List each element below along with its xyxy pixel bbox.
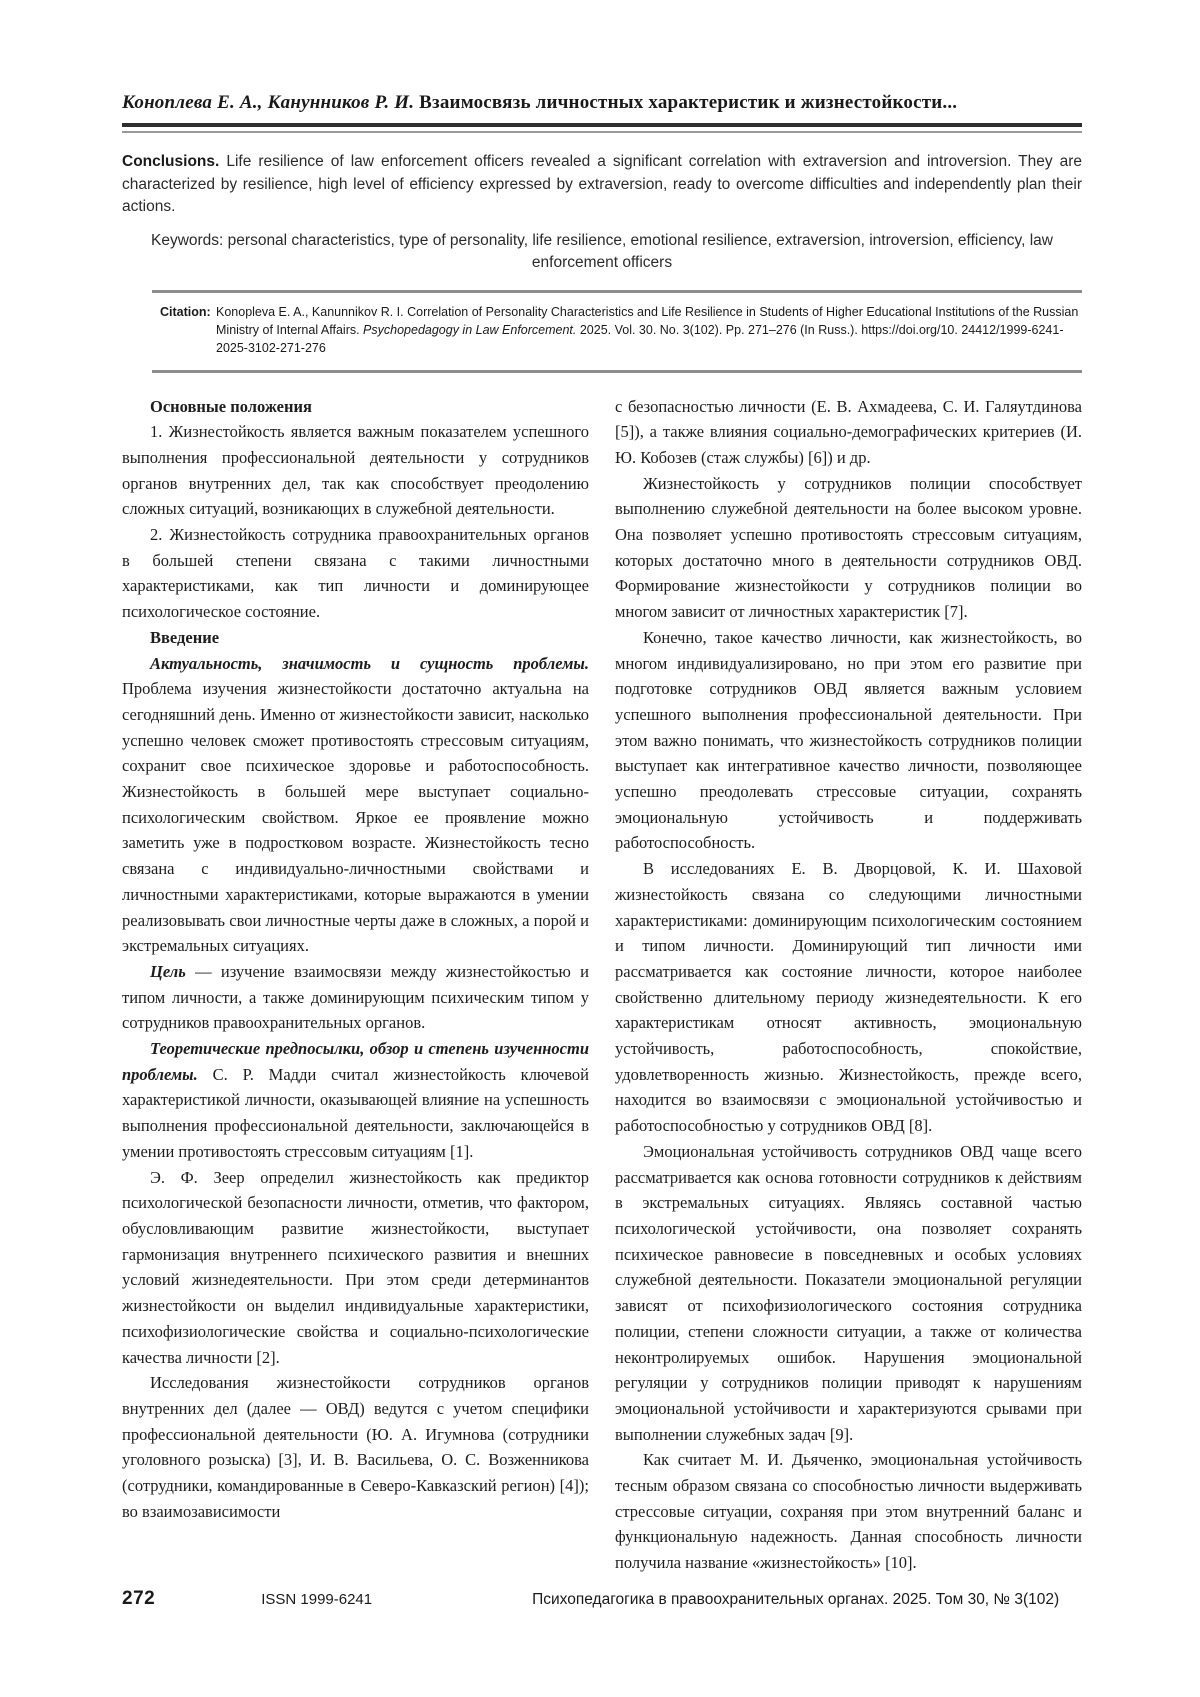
citation-label: Citation: — [160, 304, 211, 319]
page-footer — [122, 1588, 1082, 1610]
running-head-authors: Коноплева Е. А., Канунников Р. И. — [122, 92, 415, 113]
paragraph: 2. Жизнестойкость сотрудника правоохранительных органов в большей степени связана с такими личностными характеристиками, как тип личности и доминирующее психологическое состояние. — [122, 525, 589, 622]
paragraph-lead: Теоретические предпосылки, обзор и степень изученности проблемы. — [122, 1039, 589, 1084]
paragraph-text: С. Р. Мадди считал жизнестойкость ключевой характеристикой личности, оказывающей влияние на успешность выполнения профессиональной деятельности, заключающейся в умении противостоять стрессовым ситуациям [1]. — [122, 1064, 589, 1161]
article-body — [122, 394, 1082, 1576]
paragraph: 1. Жизнестойкость является важным показателем успешного выполнения профессиональной деятельности у сотрудников органов внутренних дел, так как способствует преодолению сложных ситуаций, возникающих в служебной деятельности. — [122, 422, 589, 519]
citation-text — [216, 303, 1080, 357]
issn-label: ISSN 1999-6241 — [261, 1591, 373, 1608]
paragraph — [122, 959, 589, 1036]
left-column — [122, 394, 589, 1576]
section-heading: Основные положения — [150, 396, 312, 416]
paragraph: Э. Ф. Зеер определил жизнестойкость как предиктор психологической безопасности личности, отметив, что фактором, обусловливающим развитие жизнестойкости, выступает гармонизация внутреннего психического развития и внешних условий жизнедеятельности. При этом среди детерминантов жизнестойкости он выделил индивидуальные характеристики, психофизиологические свойства и социально-психологические качества личности [2]. — [122, 1167, 589, 1367]
paragraph: В исследованиях Е. В. Дворцовой, К. И. Шаховой жизнестойкость связана со следующими личностными характеристиками: доминирующим психологическим состоянием и типом личности. Доминирующий тип личности ими рассматривается как состояние личности, которое наиболее свойственно длительному периоду жизнедеятельности. К его характеристикам относят активность, эмоциональную устойчивость, работоспособность, спокойствие, удовлетворенность жизнью. Жизнестойкость, прежде всего, находится во взаимосвязи с эмоциональной устойчивостью и работоспособностью у сотрудников ОВД [8]. — [615, 859, 1082, 1136]
paragraph-lead: Актуальность, значимость и сущность проблемы. — [150, 653, 589, 673]
paragraph: Как считает М. И. Дьяченко, эмоциональная устойчивость тесным образом связана со способностью личности выдерживать стрессовые ситуации, сохраняя при этом внутренний баланс и функциональную надежность. Данная способность личности получила название «жизнестойкость» [10]. — [615, 1450, 1082, 1573]
paragraph: Исследования жизнестойкости сотрудников органов внутренних дел (далее — ОВД) ведутся с учетом специфики профессиональной деятельности (Ю. А. Игумнова (сотрудники уголовного розыска) [3], И. В. Васильева, О. С. Возженникова (сотрудники, командированные в Северо-Кавказский регион) [4]); во взаимозависимости — [122, 1373, 589, 1521]
section-heading: Введение — [150, 627, 220, 647]
journal-footer-line: Психопедагогика в правоохранительных органах. 2025. Том 30, № 3(102) — [532, 1591, 1060, 1608]
paragraph: с безопасностью личности (Е. В. Ахмадеева, С. И. Галяутдинова [5]), а также влияния социально-демографических критериев (И. Ю. Кобозев (стаж службы) [6]) и др. — [615, 396, 1082, 467]
page-number: 272 — [122, 1588, 156, 1609]
paragraph — [122, 1036, 589, 1165]
running-head — [122, 92, 1082, 114]
header-rule — [122, 123, 1082, 133]
paragraph-lead: Цель — [150, 961, 186, 981]
conclusions-paragraph — [122, 151, 1082, 219]
citation-journal-title: Psychopedagogy in Law Enforcement. — [363, 322, 577, 337]
citation-text-before: Konopleva E. A., Kanunnikov R. I. Correlation of Personality Characteristics and Life Resilience in Students of Higher Educational Institutions of the Russian Ministry of Internal Affairs. — [216, 304, 1079, 337]
paragraph: Жизнестойкость у сотрудников полиции способствует выполнению служебной деятельности на более высоком уровне. Она позволяет успешно противостоять стрессовым ситуациям, которых достаточно много в деятельности сотрудников ОВД. Формирование жизнестойкости у сотрудников полиции во многом зависит от личностных характеристик [7]. — [615, 473, 1082, 622]
paragraph: Конечно, такое качество личности, как жизнестойкость, во многом индивидуализировано, но при этом его развитие при подготовке сотрудников ОВД является важным условием успешного выполнения профессиональной деятельности. При этом важно понимать, что жизнестойкость сотрудников полиции выступает как интегративное качество личности, позволяющее успешно преодолевать стрессовые ситуации, сохранять эмоциональную устойчивость и поддерживать работоспособность. — [615, 627, 1082, 853]
right-column — [615, 394, 1082, 1576]
paragraph — [122, 651, 589, 959]
citation-text-after: 2025. Vol. 30. No. 3(102). Pp. 271–276 (In Russ.). https://doi.org/10. 24412/1999-6241-2025-3102-271-276 — [216, 322, 1064, 355]
conclusions-text: Life resilience of law enforcement officers revealed a significant correlation with extraversion and introversion. They are characterized by resilience, high level of efficiency expressed by extraversion, ready to overcome difficulties and independently plan their actions. — [122, 153, 1082, 215]
journal-page — [122, 0, 1082, 1576]
running-head-title: Взаимосвязь личностных характеристик и жизнестойкости... — [414, 92, 958, 113]
paragraph-text: Проблема изучения жизнестойкости достаточно актуальна на сегодняшний день. Именно от жизнестойкости зависит, насколько успешно человек сможет противостоять стрессовым ситуациям, сохранит свое психическое здоровье и работоспособность. Жизнестойкость в большей мере выступает социально-психологическим свойством. Яркое ее проявление можно заметить уже в подростковом возрасте. Жизнестойкость тесно связана с индивидуально-личностными свойствами и личностными характеристиками, которые выражаются в умении реализовывать свои личностные черты даже в сложных, а порой и экстремальных ситуациях. — [122, 679, 589, 956]
keywords-line: Keywords: personal characteristics, type of personality, life resilience, emotional resilience, extraversion, introversion, efficiency, law enforcement officers — [151, 231, 1053, 271]
paragraph-text: — изучение взаимосвязи между жизнестойкостью и типом личности, а также доминирующим психическим типом у сотрудников правоохранительных органов. — [122, 961, 589, 1033]
paragraph: Эмоциональная устойчивость сотрудников ОВД чаще всего рассматривается как основа готовности сотрудников к действиям в экстремальных ситуациях. Являясь составной частью психологической устойчивости, она позволяет сохранять психическое равновесие в повседневных и особых условиях служебной деятельности. Показатели эмоциональной регуляции зависят от психофизиологического состояния сотрудника полиции, степени сложности ситуации, а также от количества неконтролируемых ошибок. Нарушения эмоциональной регуляции у сотрудников полиции приводят к нарушениям эмоциональной устойчивости и характеризуются срывами при выполнении служебных задач [9]. — [615, 1141, 1082, 1444]
conclusions-label: Conclusions. — [122, 153, 220, 170]
citation-block — [152, 290, 1082, 373]
